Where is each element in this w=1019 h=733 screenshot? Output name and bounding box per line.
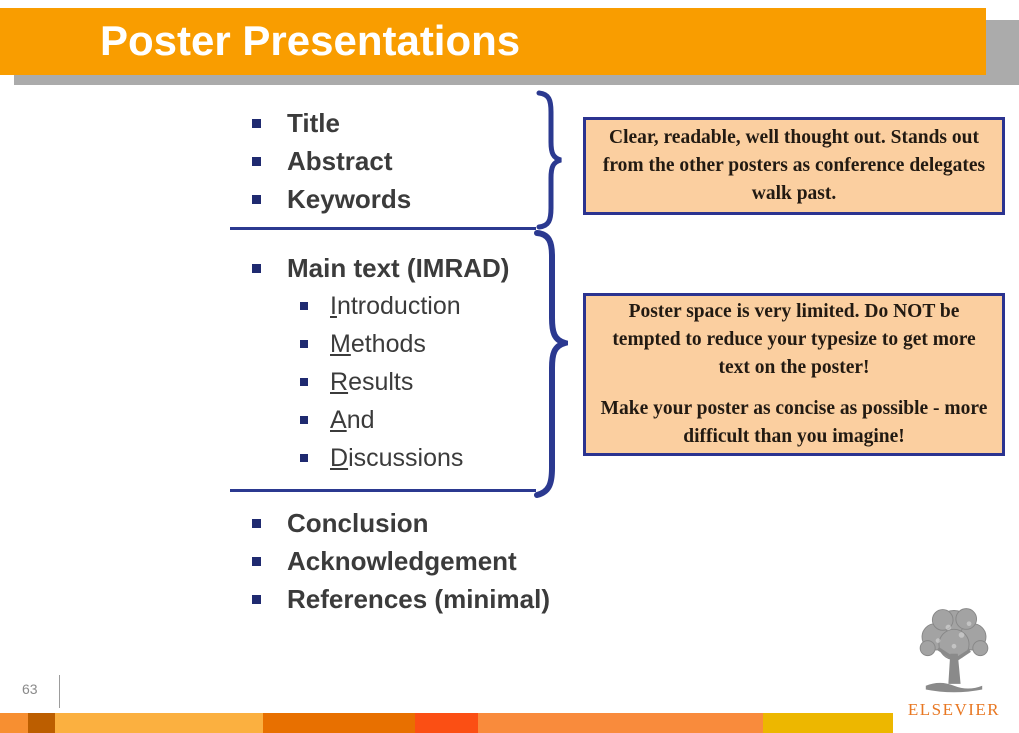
underlined-initial: A bbox=[330, 405, 347, 434]
list-item-label: Acknowledgement bbox=[287, 545, 517, 576]
list-item bbox=[230, 401, 509, 439]
stripe-segment bbox=[263, 713, 415, 733]
bullet-square-icon bbox=[252, 119, 261, 128]
stripe-segment bbox=[0, 713, 28, 733]
list-item bbox=[230, 142, 411, 180]
list-item-rest: esults bbox=[348, 367, 414, 396]
list-item bbox=[230, 363, 509, 401]
bullet-square-icon bbox=[300, 340, 308, 348]
bullet-square-icon bbox=[300, 378, 308, 386]
outline-section-top bbox=[230, 104, 411, 218]
list-item-rest: ntroduction bbox=[336, 291, 461, 320]
list-item-label bbox=[330, 368, 413, 397]
list-item-label: Main text (IMRAD) bbox=[287, 252, 510, 283]
callout-box-poster-space bbox=[583, 293, 1005, 456]
bullet-square-icon bbox=[300, 302, 308, 310]
bullet-square-icon bbox=[252, 195, 261, 204]
elsevier-logo bbox=[898, 603, 1010, 720]
section-divider-line bbox=[230, 489, 536, 492]
bullet-square-icon bbox=[252, 595, 261, 604]
underlined-initial: R bbox=[330, 367, 349, 396]
elsevier-tree-icon bbox=[907, 603, 1001, 697]
list-item-label bbox=[330, 292, 461, 321]
list-item-label bbox=[330, 330, 426, 359]
list-item bbox=[230, 249, 509, 287]
stripe-segment bbox=[55, 713, 263, 733]
bullet-square-icon bbox=[300, 416, 308, 424]
list-item bbox=[230, 542, 550, 580]
stripe-segment bbox=[763, 713, 893, 733]
list-item bbox=[230, 439, 509, 477]
bullet-square-icon bbox=[252, 157, 261, 166]
list-item-label: Conclusion bbox=[287, 507, 429, 538]
bullet-square-icon bbox=[252, 264, 261, 273]
list-item-label: Keywords bbox=[287, 183, 412, 214]
callout-paragraph: Poster space is very limited. Do NOT be tempted to reduce your typesize to get more text on the poster! bbox=[612, 301, 976, 378]
list-item-rest: ethods bbox=[350, 329, 426, 358]
list-item-rest: nd bbox=[346, 405, 375, 434]
list-item bbox=[230, 104, 411, 142]
underlined-initial: D bbox=[330, 443, 349, 472]
footer-stripe bbox=[0, 713, 893, 733]
list-item-rest: iscussions bbox=[348, 443, 464, 472]
stripe-segment bbox=[478, 713, 763, 733]
curly-brace-icon bbox=[534, 230, 568, 498]
bullet-square-icon bbox=[300, 454, 308, 462]
elsevier-wordmark: ELSEVIER bbox=[907, 700, 1001, 719]
bullet-square-icon bbox=[252, 557, 261, 566]
curly-brace-icon bbox=[536, 90, 564, 230]
callout-box-clear-readable bbox=[583, 117, 1005, 215]
underlined-initial: M bbox=[330, 329, 351, 358]
underlined-initial: I bbox=[330, 291, 337, 320]
list-item-label: Title bbox=[287, 107, 340, 138]
list-item-label bbox=[330, 444, 463, 473]
list-item-label bbox=[330, 406, 375, 435]
outline-section-bottom bbox=[230, 504, 550, 618]
callout-text: Clear, readable, well thought out. Stands out from the other posters as conference delegates walk past. bbox=[602, 127, 986, 204]
list-item-label: References (minimal) bbox=[287, 583, 550, 614]
page-number: 63 bbox=[22, 681, 38, 697]
page-number-divider bbox=[59, 675, 60, 708]
stripe-segment bbox=[28, 713, 55, 733]
section-divider-line bbox=[230, 227, 536, 230]
list-item bbox=[230, 580, 550, 618]
list-item bbox=[230, 325, 509, 363]
slide-title: Poster Presentations bbox=[100, 17, 521, 64]
bullet-square-icon bbox=[252, 519, 261, 528]
list-item bbox=[230, 287, 509, 325]
list-item-label: Abstract bbox=[287, 145, 393, 176]
list-item bbox=[230, 504, 550, 542]
outline-section-middle bbox=[230, 249, 509, 477]
callout-paragraph: Make your poster as concise as possible - more difficult than you imagine! bbox=[600, 398, 988, 448]
list-item bbox=[230, 180, 411, 218]
stripe-segment bbox=[415, 713, 478, 733]
